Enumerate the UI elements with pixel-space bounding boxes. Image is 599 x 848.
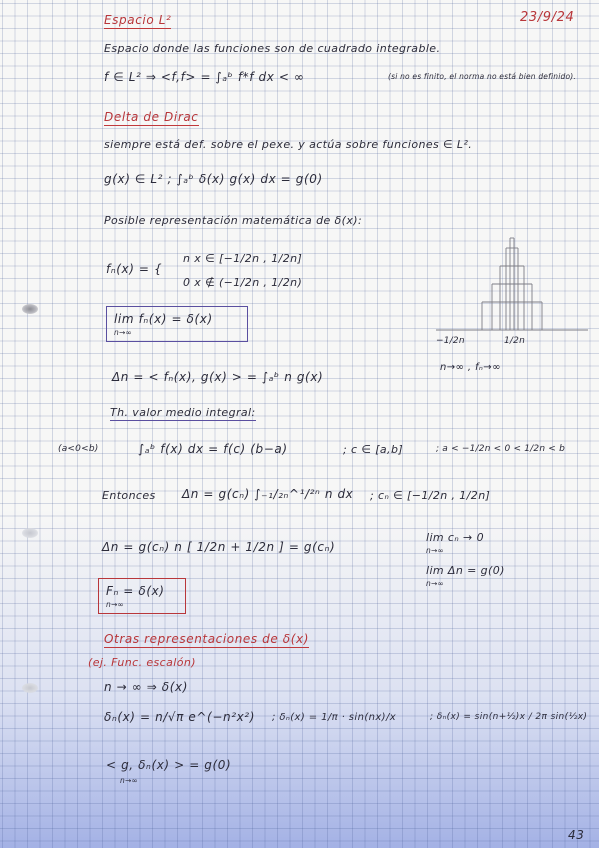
delta-gaussian: δₙ(x) = n/√π e^(−n²x²) <box>104 710 255 724</box>
delta-sinc: ; δₙ(x) = 1/π · sin(nx)/x <box>272 712 397 723</box>
delta-sequence-plot <box>430 232 595 352</box>
section-title-otras: Otras representaciones de δ(x) <box>104 632 310 646</box>
fn-case-2: 0 x ∉ (−1/2n , 1/2n) <box>183 276 303 289</box>
plot-left-tick: −1/2n <box>436 336 465 346</box>
entonces-c-range: ; cₙ ∈ [−1/2n , 1/2n] <box>370 489 491 502</box>
limit-cn: lim cₙ → 0 <box>426 531 484 544</box>
limit-box-sub: n→∞ <box>114 328 132 337</box>
tvm-condition: (a<0<b) <box>58 444 99 454</box>
section-title-delta: Delta de Dirac <box>104 110 199 124</box>
entonces-label: Entonces <box>102 489 156 502</box>
limit-delta-n: lim Δn = g(0) <box>426 564 505 577</box>
delta-n-evaluated: Δn = g(cₙ) n [ 1/2n + 1/2n ] = g(cₙ) <box>102 540 336 554</box>
delta-dirichlet: ; δₙ(x) = sin(n+½)x / 2π sin(½x) <box>430 712 588 722</box>
fn-case-1: n x ∈ [−1/2n , 1/2n] <box>183 252 303 265</box>
delta-formula: g(x) ∈ L² ; ∫ₐᵇ δ(x) g(x) dx = g(0) <box>104 172 323 186</box>
limit-box-text: lim fₙ(x) = δ(x) <box>114 312 213 326</box>
final-limit: < g, δₙ(x) > = g(0) <box>106 758 232 772</box>
fn-delta-box-text: Fₙ = δ(x) <box>106 584 165 598</box>
binder-hole-top <box>22 304 38 314</box>
page-date: 23/9/24 <box>520 10 575 25</box>
teorema-valor-medio: Th. valor medio integral: <box>110 406 256 419</box>
tvm-formula: ∫ₐᵇ f(x) dx = f(c) (b−a) <box>138 442 288 456</box>
plot-right-tick: 1/2n <box>504 336 525 346</box>
entonces-formula: Δn = g(cₙ) ∫₋₁/₂ₙ^¹/²ⁿ n dx <box>182 487 354 501</box>
otras-arrow: n → ∞ ⇒ δ(x) <box>104 680 188 694</box>
tvm-inequality: ; a < −1/2n < 0 < 1/2n < b <box>436 444 566 454</box>
binder-hole-bottom <box>22 683 38 693</box>
delta-definition: siempre está def. sobre el pexe. y actúa sobre funciones ∈ L². <box>104 138 473 151</box>
delta-n-formula: Δn = < fₙ(x), g(x) > = ∫ₐᵇ n g(x) <box>112 370 324 384</box>
binder-hole-middle <box>22 528 38 538</box>
plot-caption: n→∞ , fₙ→∞ <box>440 362 501 373</box>
section-title-espacio: Espacio L² <box>104 13 172 27</box>
fn-delta-box-sub: n→∞ <box>106 600 124 609</box>
representation-label: Posible representación matemática de δ(x): <box>104 214 363 227</box>
espacio-definition: Espacio donde las funciones son de cuadrado integrable. <box>104 42 441 55</box>
page-number: 43 <box>568 828 585 842</box>
espacio-note: (si no es finito, el norma no está bien definido). <box>388 72 576 81</box>
otras-subtitle: (ej. Func. escalón) <box>88 656 196 669</box>
fn-lhs: fₙ(x) = { <box>106 262 163 276</box>
limit-cn-sub: n→∞ <box>426 546 444 555</box>
espacio-formula: f ∈ L² ⇒ <f,f> = ∫ₐᵇ f*f dx < ∞ <box>104 70 305 84</box>
limit-delta-n-sub: n→∞ <box>426 579 444 588</box>
final-limit-sub: n→∞ <box>120 776 138 785</box>
tvm-c-range: ; c ∈ [a,b] <box>343 443 404 456</box>
